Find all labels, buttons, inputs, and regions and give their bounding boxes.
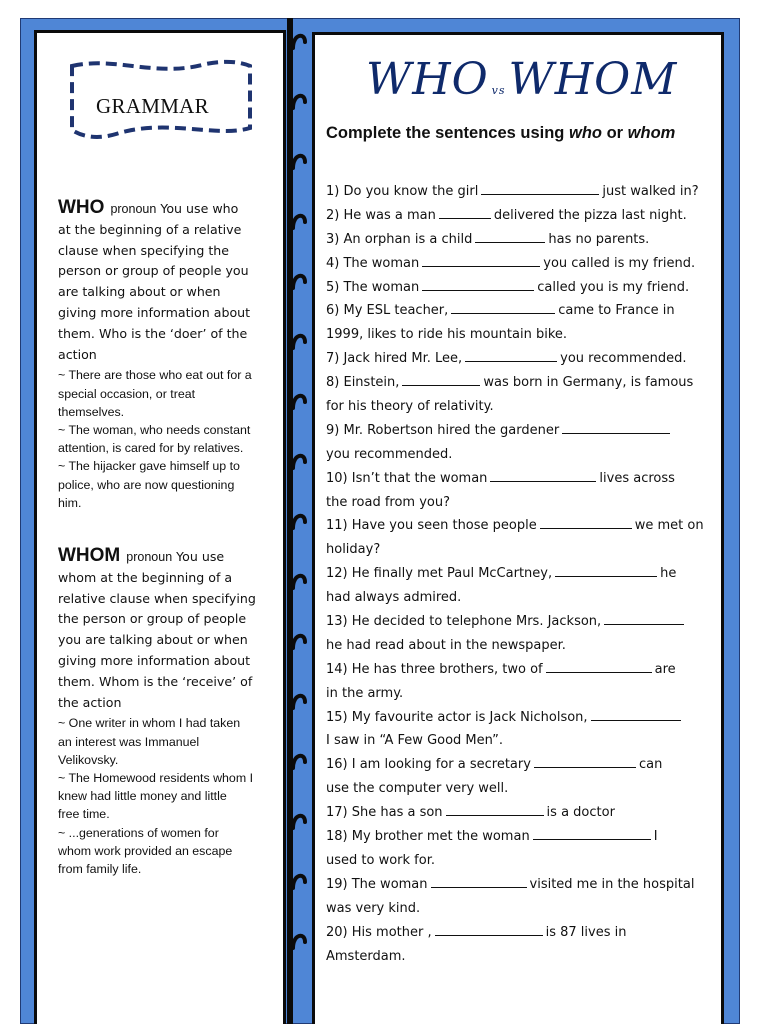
answer-blank[interactable]: [431, 873, 527, 888]
whom-example-line: free time.: [58, 807, 110, 822]
binder-ring-icon: [291, 808, 307, 830]
sentence-text: 7) Jack hired Mr. Lee,: [326, 351, 463, 367]
who-body-5: giving more information about: [58, 304, 251, 320]
who-pos: pronoun: [110, 202, 157, 216]
binder-ring-icon: [291, 508, 307, 530]
sentence-text: came to France in: [558, 303, 675, 319]
exercise-line: [326, 634, 710, 658]
title-who: WHO: [366, 54, 489, 105]
whom-heading: WHOM: [58, 545, 121, 566]
whom-example-line: whom work provided an escape: [58, 843, 233, 858]
sentence-text: 2) He was a man: [326, 207, 436, 223]
whom-body-2: relative clause when specifying: [58, 590, 256, 606]
answer-blank[interactable]: [591, 706, 681, 721]
sentence-text: he had read about in the newspaper.: [326, 637, 566, 653]
who-body-2: clause when specifying the: [58, 242, 229, 258]
whom-examples: [58, 714, 276, 878]
answer-blank[interactable]: [446, 801, 544, 816]
exercise-line: [326, 252, 710, 276]
sentence-text: 8) Einstein,: [326, 375, 400, 391]
who-example-line: themselves.: [58, 404, 125, 419]
who-example-line: attention, is cared for by relatives.: [58, 441, 244, 456]
who-definition: [58, 198, 276, 512]
title-vs: vs: [491, 84, 506, 97]
sentence-text: 13) He decided to telephone Mrs. Jackson,: [326, 614, 602, 630]
sentence-text: has no parents.: [548, 231, 650, 247]
binder-ring-icon: [291, 448, 307, 470]
exercise-line: [326, 849, 710, 873]
exercise-line: [326, 825, 710, 849]
sentence-text: visited me in the hospital: [529, 876, 695, 892]
answer-blank[interactable]: [402, 371, 480, 386]
binder-ring-icon: [291, 88, 307, 110]
exercise-line: [326, 467, 710, 491]
sentence-text: had always admired.: [326, 590, 462, 606]
exercise-line: [326, 586, 710, 610]
who-body-1: at the beginning of a relative: [58, 221, 242, 237]
sentence-text: called you is my friend.: [537, 279, 690, 295]
answer-blank[interactable]: [562, 419, 670, 434]
title-whom: WHOM: [508, 54, 678, 105]
answer-blank[interactable]: [465, 347, 557, 362]
who-body-0: You use who: [160, 201, 239, 216]
answer-blank[interactable]: [533, 825, 651, 840]
exercise-line: [326, 276, 710, 300]
sentence-text: 1999, likes to ride his mountain bike.: [326, 327, 568, 343]
answer-blank[interactable]: [451, 299, 555, 314]
whom-body-6: them. Whom is the ‘receive’ of: [58, 673, 253, 689]
who-example-line: ~ The woman, who needs constant: [58, 422, 251, 437]
whom-definition: [58, 546, 276, 878]
binder-ring-icon: [291, 748, 307, 770]
whom-example-line: an interest was Immanuel: [58, 734, 200, 749]
sentence-text: 20) His mother ,: [326, 924, 432, 940]
whom-pos: pronoun: [126, 550, 173, 564]
whom-example-line: Velikovsky.: [58, 752, 119, 767]
who-examples: [58, 366, 276, 512]
exercise-line: [326, 706, 710, 730]
exercise-line: [326, 204, 710, 228]
whom-body-4: you are talking about or when: [58, 632, 248, 648]
exercise-line: [326, 873, 710, 897]
exercise-line: [326, 395, 710, 419]
exercise-line: [326, 897, 710, 921]
who-body-4: are talking about or when: [58, 284, 221, 300]
whom-body-3: the person or group of people: [58, 611, 247, 627]
sentence-text: is 87 lives in: [545, 924, 627, 940]
sentence-text: 1) Do you know the girl: [326, 184, 479, 199]
binder-ring-icon: [291, 568, 307, 590]
sentence-text: you recommended.: [326, 446, 453, 462]
sentence-text: use the computer very well.: [326, 781, 509, 797]
sentence-text: 6) My ESL teacher,: [326, 303, 449, 319]
sentence-text: 18) My brother met the woman: [326, 829, 530, 845]
sentence-text: for his theory of relativity.: [326, 399, 494, 415]
exercise-line: [326, 945, 710, 969]
sentence-text: was born in Germany, is famous: [483, 375, 694, 391]
sentence-text: you recommended.: [560, 351, 687, 367]
sentence-text: I: [653, 829, 658, 845]
binder-ring-icon: [291, 868, 307, 890]
answer-blank[interactable]: [422, 276, 534, 291]
binder-ring-icon: [291, 688, 307, 710]
sentence-text: the road from you?: [326, 494, 451, 510]
whom-body-1: whom at the beginning of a: [58, 569, 233, 585]
sentence-text: he: [660, 566, 677, 582]
answer-blank[interactable]: [439, 204, 491, 219]
sentence-text: 4) The woman: [326, 255, 420, 271]
sentence-text: 15) My favourite actor is Jack Nicholson,: [326, 709, 588, 725]
exercise-list: [326, 180, 710, 968]
binder-ring-icon: [291, 208, 307, 230]
exercise-line: [326, 921, 710, 945]
who-body-6: them. Who is the ‘doer’ of the: [58, 325, 248, 341]
exercise-line: [326, 228, 710, 252]
who-example-line: ~ There are those who eat out for a: [58, 368, 252, 383]
exercise-line: [326, 538, 710, 562]
sentence-text: 3) An orphan is a child: [326, 231, 473, 247]
sentence-text: holiday?: [326, 542, 381, 558]
exercise-line: [326, 491, 710, 515]
exercise-line: [326, 323, 710, 347]
sentence-text: you called is my friend.: [543, 255, 696, 271]
answer-blank[interactable]: [422, 252, 540, 267]
exercise-line: [326, 180, 710, 204]
whom-example-line: from family life.: [58, 862, 142, 876]
answer-blank[interactable]: [435, 921, 543, 936]
whom-body-5: giving more information about: [58, 652, 251, 668]
sentence-text: was very kind.: [326, 900, 421, 916]
binder-ring-icon: [291, 328, 307, 350]
answer-blank[interactable]: [534, 753, 636, 768]
sentence-text: 17) She has a son: [326, 805, 443, 821]
sentence-text: in the army.: [326, 685, 404, 701]
exercise-line: [326, 371, 710, 395]
sentence-text: are: [654, 661, 676, 677]
whom-body-7: the action: [58, 694, 122, 710]
sentence-text: I saw in “A Few Good Men”.: [326, 733, 504, 749]
sentence-text: Amsterdam.: [326, 948, 406, 964]
sentence-text: can: [638, 757, 663, 773]
whom-example-line: ~ ...generations of women for: [58, 825, 219, 840]
exercise-line: [326, 729, 710, 753]
sentence-text: used to work for.: [326, 852, 435, 868]
binder-ring-icon: [291, 148, 307, 170]
worksheet-title: [366, 54, 677, 105]
who-example-line: ~ The hijacker gave himself up to: [58, 459, 240, 474]
answer-blank[interactable]: [546, 658, 652, 673]
binder-ring-icon: [291, 268, 307, 290]
exercise-line: [326, 753, 710, 777]
who-example-line: him.: [58, 495, 82, 510]
sentence-text: 11) Have you seen those people: [326, 518, 537, 534]
exercise-line: [326, 299, 710, 323]
exercise-line: [326, 610, 710, 634]
binder-ring-icon: [291, 388, 307, 410]
sentence-text: lives across: [599, 470, 675, 486]
answer-blank[interactable]: [481, 180, 599, 195]
answer-blank[interactable]: [540, 514, 632, 529]
who-example-line: special occasion, or treat: [58, 386, 196, 401]
sentence-text: 19) The woman: [326, 876, 428, 892]
whom-example-line: ~ The Homewood residents whom I: [58, 770, 254, 785]
exercise-line: [326, 514, 710, 538]
exercise-line: [326, 777, 710, 801]
instruction: Complete the sentences using who or whom: [326, 124, 676, 142]
answer-blank[interactable]: [475, 228, 545, 243]
who-body-3: person or group of people you: [58, 263, 249, 279]
who-heading: WHO: [58, 197, 105, 218]
exercise-line: [326, 682, 710, 706]
exercise-line: [326, 562, 710, 586]
whom-example-line: ~ One writer in whom I had taken: [58, 716, 241, 731]
answer-blank[interactable]: [490, 467, 596, 482]
sentence-text: 14) He has three brothers, two of: [326, 661, 543, 677]
exercise-line: [326, 801, 710, 825]
answer-blank[interactable]: [604, 610, 684, 625]
binder-ring-icon: [291, 928, 307, 950]
exercise-line: [326, 347, 710, 371]
who-body-7: action: [58, 346, 97, 362]
whom-body-0: You use: [176, 549, 225, 564]
exercise-line: [326, 419, 710, 443]
grammar-banner-label: GRAMMAR: [96, 94, 209, 118]
exercise-line: [326, 443, 710, 467]
sentence-text: just walked in?: [602, 184, 699, 199]
exercise-line: [326, 658, 710, 682]
sentence-text: we met on: [634, 518, 704, 534]
sentence-text: 12) He finally met Paul McCartney,: [326, 566, 553, 582]
whom-example-line: knew had little money and little: [58, 789, 227, 804]
sentence-text: 16) I am looking for a secretary: [326, 757, 531, 773]
sentence-text: is a doctor: [546, 805, 615, 821]
binder-ring-icon: [291, 628, 307, 650]
binder-ring-icon: [291, 28, 307, 50]
sentence-text: 10) Isn’t that the woman: [326, 470, 488, 486]
who-example-line: police, who are now questioning: [58, 477, 235, 492]
sentence-text: 5) The woman: [326, 279, 420, 295]
answer-blank[interactable]: [555, 562, 657, 577]
sentence-text: delivered the pizza last night.: [493, 207, 687, 223]
sentence-text: 9) Mr. Robertson hired the gardener: [326, 422, 560, 438]
